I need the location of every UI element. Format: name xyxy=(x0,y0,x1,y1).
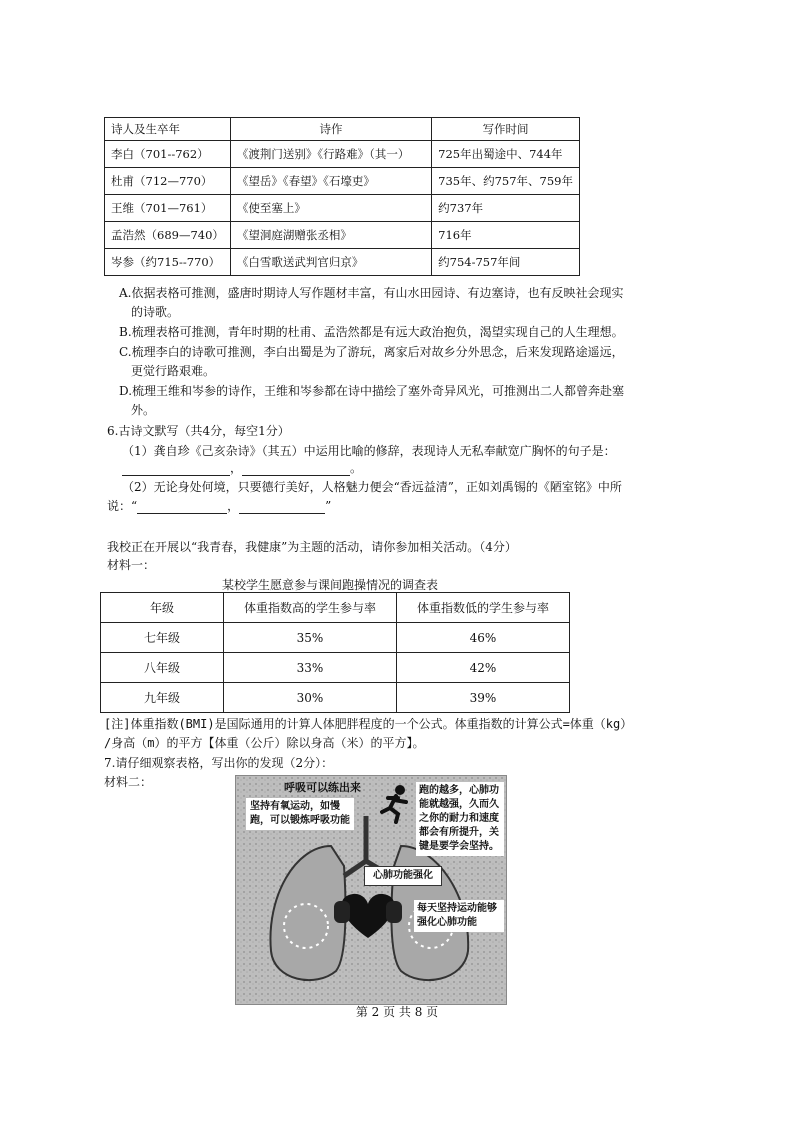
survey-table-title: 某校学生愿意参与课间跑操情况的调查表 xyxy=(222,578,439,592)
table-cell: 约737年 xyxy=(432,195,580,222)
question-7-title: 7.请仔细观察表格，写出你的发现（2分）： xyxy=(104,756,334,770)
activity-intro: 我校正在开展以“我青春，我健康”为主题的活动，请你参加相关活动。（4分） xyxy=(107,540,517,554)
table-row xyxy=(105,222,580,249)
question-6-part2-blanks xyxy=(107,497,331,514)
page-footer: 第 2 页 共 8 页 xyxy=(355,1005,439,1019)
table-cell: 725年出蜀途中、744年 xyxy=(432,141,580,168)
option-a-line1: A.依据表格可推测，盛唐时期诗人写作题材丰富，有山水田园诗、有边塞诗，也有反映社会现实 xyxy=(119,286,624,300)
material-1-label: 材料一： xyxy=(107,558,156,572)
table-cell: 约754-757年间 xyxy=(432,249,580,276)
table-row xyxy=(101,623,570,653)
option-d-line1: D.梳理王维和岑参的诗作，王维和岑参都在诗中描绘了塞外奇异风光，可推测出二人都曾奔赴塞 xyxy=(119,384,625,398)
separator: ， xyxy=(227,499,240,513)
answer-blank[interactable] xyxy=(242,461,350,476)
answer-blank[interactable] xyxy=(239,499,325,514)
table-row xyxy=(105,249,580,276)
table-cell: 33% xyxy=(224,653,397,683)
table-row xyxy=(105,141,580,168)
option-d xyxy=(119,382,679,420)
answer-blank[interactable] xyxy=(137,499,227,514)
figure-bottom-text: 每天坚持运动能够强化心肺功能 xyxy=(414,900,504,932)
option-a-line2: 的诗歌。 xyxy=(131,305,180,319)
table-cell: 35% xyxy=(224,623,397,653)
period: 。 xyxy=(350,461,363,475)
bmi-note-line1: [注]体重指数(BMI)是国际通用的计算人体肥胖程度的一个公式。体重指数的计算公式=体重（kg） xyxy=(104,717,633,731)
table-cell: 42% xyxy=(397,653,570,683)
option-d-line2: 外。 xyxy=(131,403,156,417)
question-6-title: 6.古诗文默写（共4分，每空1分） xyxy=(107,424,290,438)
survey-table xyxy=(100,592,570,713)
figure-left-text: 坚持有氧运动，如慢跑，可以锻炼呼吸功能 xyxy=(246,798,354,830)
figure-title: 呼吸可以练出来 xyxy=(284,781,361,794)
table-cell: 39% xyxy=(397,683,570,713)
question-6-part1: （1）龚自珍《己亥杂诗》（其五）中运用比喻的修辞，表现诗人无私奉献宽广胸怀的句子是： xyxy=(122,444,616,458)
answer-blank[interactable] xyxy=(122,461,230,476)
table-cell: 《使至塞上》 xyxy=(230,195,431,222)
table-cell: 30% xyxy=(224,683,397,713)
table-cell: 孟浩然（689—740） xyxy=(105,222,231,249)
option-a xyxy=(119,284,679,322)
table-cell: 杜甫（712—770） xyxy=(105,168,231,195)
figure-right-text: 跑的越多，心肺功能就越强，久而久之你的耐力和速度都会有所提升，关键是要学会坚持。 xyxy=(416,782,504,856)
table-header-row xyxy=(105,118,580,141)
table-header-cell: 写作时间 xyxy=(432,118,580,141)
question-6-part2: （2）无论身处何境，只要德行美好，人格魅力便会“香远益清”，正如刘禹锡的《陋室铭》中所 xyxy=(122,480,622,494)
option-c-line1: C.梳理李白的诗歌可推测，李白出蜀是为了游玩，离家后对故乡分外思念，后来发现路途遥远， xyxy=(119,345,624,359)
table-row xyxy=(105,195,580,222)
question-6-part1-blanks xyxy=(122,459,362,476)
table-row xyxy=(105,168,580,195)
table-row xyxy=(101,653,570,683)
table-header-cell: 体重指数高的学生参与率 xyxy=(224,593,397,623)
runner-icon xyxy=(376,784,416,824)
table-header-cell: 诗作 xyxy=(230,118,431,141)
table-cell: 李白（701--762） xyxy=(105,141,231,168)
table-cell: 八年级 xyxy=(101,653,224,683)
option-c xyxy=(119,343,679,381)
table-cell: 岑参（约715--770） xyxy=(105,249,231,276)
option-c-line2: 更觉行路艰难。 xyxy=(131,364,216,378)
table-header-cell: 年级 xyxy=(101,593,224,623)
table-header-cell: 体重指数低的学生参与率 xyxy=(397,593,570,623)
table-cell: 王维（701—761） xyxy=(105,195,231,222)
table-cell: 《渡荆门送别》《行路难》（其一） xyxy=(230,141,431,168)
option-b xyxy=(119,323,679,342)
lung-infographic xyxy=(235,775,507,1005)
table-row xyxy=(101,683,570,713)
close-quote: ” xyxy=(325,499,332,513)
material-2-label: 材料二： xyxy=(104,775,153,789)
table-cell: 735年、约757年、759年 xyxy=(432,168,580,195)
figure-middle-label: 心肺功能强化 xyxy=(364,866,442,886)
table-cell: 《望岳》《春望》《石壕吏》 xyxy=(230,168,431,195)
poem-table xyxy=(104,117,580,276)
bmi-note xyxy=(104,715,704,753)
table-cell: 九年级 xyxy=(101,683,224,713)
table-cell: 七年级 xyxy=(101,623,224,653)
table-cell: 46% xyxy=(397,623,570,653)
table-cell: 《望洞庭湖赠张丞相》 xyxy=(230,222,431,249)
bmi-note-line2: /身高（m）的平方【体重（公斤）除以身高（米）的平方】。 xyxy=(104,736,425,750)
table-cell: 716年 xyxy=(432,222,580,249)
table-header-row xyxy=(101,593,570,623)
prefix: 说：“ xyxy=(107,499,138,513)
separator: ， xyxy=(230,461,243,475)
option-b-line1: B.梳理表格可推测，青年时期的杜甫、孟浩然都是有远大政治抱负，渴望实现自己的人生理想。 xyxy=(119,325,624,339)
table-header-cell: 诗人及生卒年 xyxy=(105,118,231,141)
table-cell: 《白雪歌送武判官归京》 xyxy=(230,249,431,276)
